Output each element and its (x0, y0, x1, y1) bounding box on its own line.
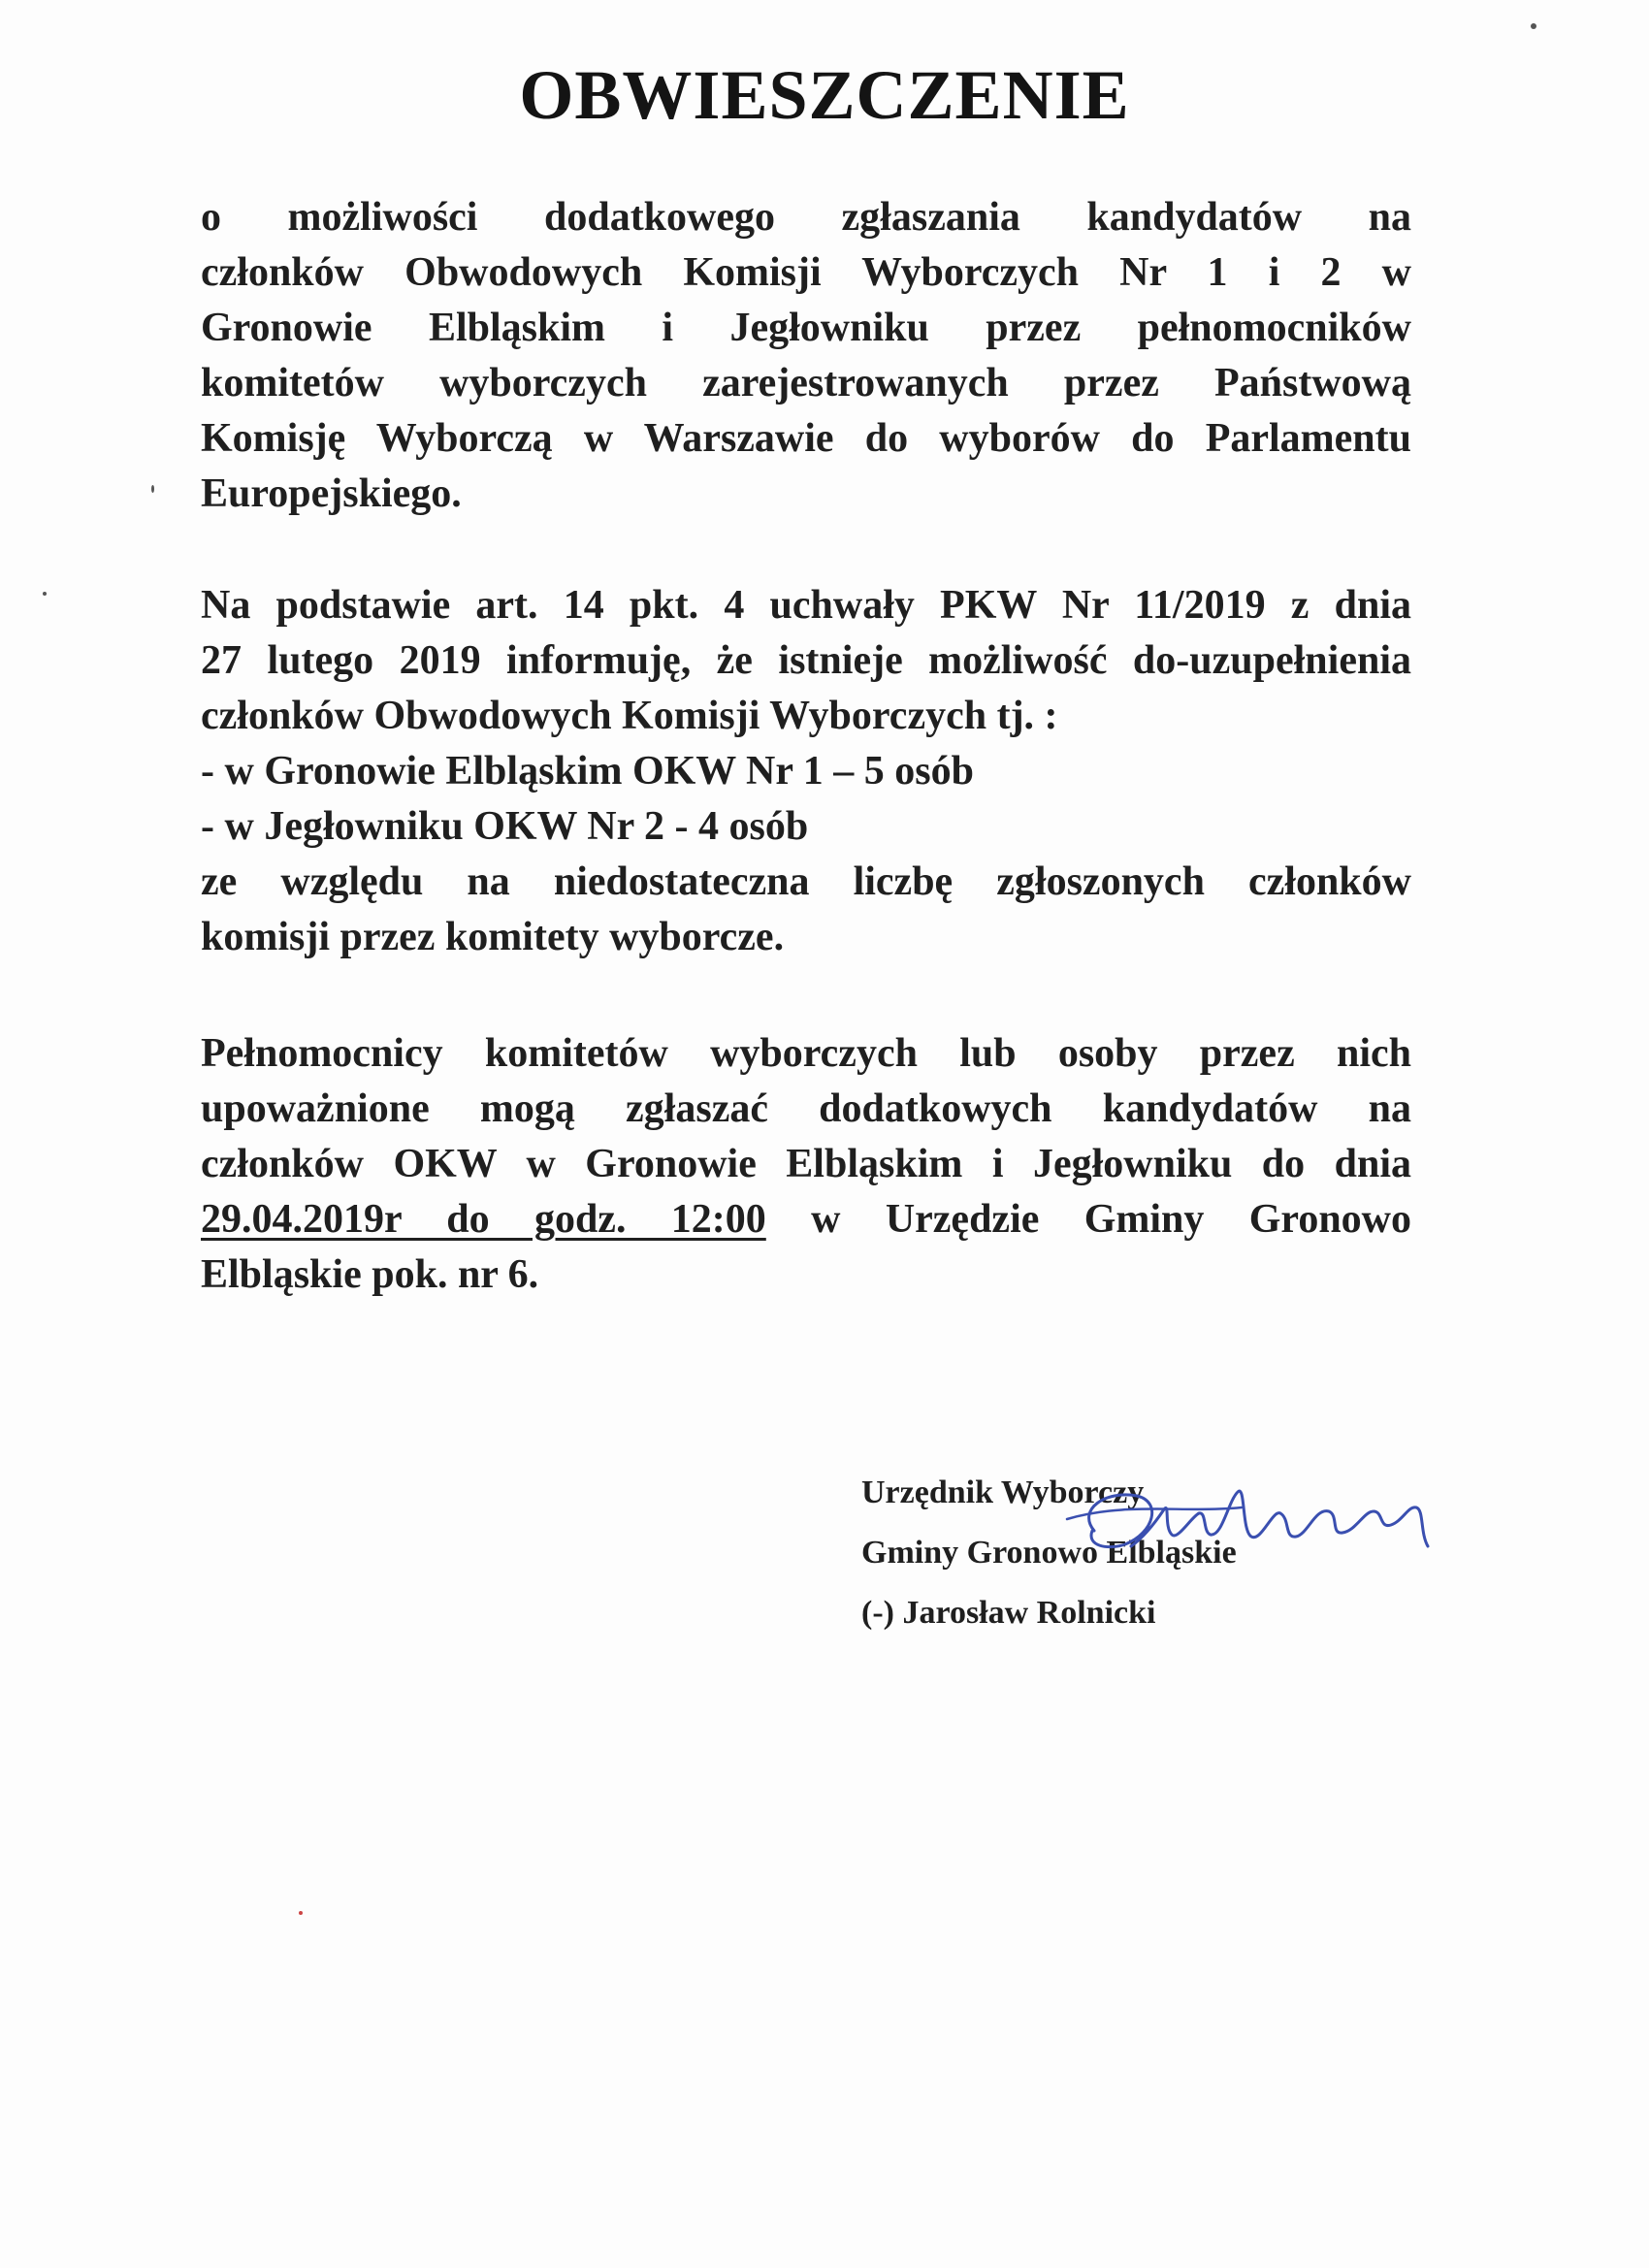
intro-paragraph (201, 190, 1411, 522)
notice-line: upoważnione mogą zgłaszać dodatkowych kandydatów na (201, 1086, 1411, 1131)
deadline-text: 29.04.2019r do godz. 12:00 (201, 1197, 766, 1242)
scan-speck (151, 485, 154, 493)
intro-line: Gronowie Elbląskim i Jegłowniku przez pełnomocników (201, 306, 1411, 350)
signatory-office: Gminy Gronowo Elbląskie (861, 1535, 1237, 1571)
scan-speck (43, 592, 47, 596)
handwritten-signature (1048, 1463, 1455, 1589)
notice-deadline-line (201, 1192, 1411, 1247)
intro-line: Europejskiego. (201, 471, 462, 516)
notice-paragraph (201, 1026, 1411, 1303)
intro-line: członków Obwodowych Komisji Wyborczych Nr 1 i 2 w (201, 250, 1411, 295)
signatory-role: Urzędnik Wyborczy (861, 1474, 1145, 1510)
document-title: OBWIESZCZENIE (519, 56, 1130, 134)
intro-line: o możliwości dodatkowego zgłaszania kandydatów na (201, 195, 1411, 240)
notice-line: członków OKW w Gronowie Elbląskim i Jegłowniku do dnia (201, 1142, 1411, 1186)
notice-location: w Urzędzie Gminy Gronowo (811, 1197, 1412, 1242)
signatory-name: (-) Jarosław Rolnicki (861, 1595, 1156, 1631)
body-paragraph (201, 578, 1411, 965)
body-line: 27 lutego 2019 informuję, że istnieje możliwość do-uzupełnienia (201, 638, 1411, 683)
body-line: ze względu na niedostateczna liczbę zgłoszonych członków (201, 859, 1411, 904)
body-line: Na podstawie art. 14 pkt. 4 uchwały PKW Nr 11/2019 z dnia (201, 583, 1411, 628)
committee-item-jeglownik: - w Jegłowniku OKW Nr 2 - 4 osób (201, 804, 809, 849)
intro-line: Komisję Wyborczą w Warszawie do wyborów do Parlamentu (201, 416, 1411, 461)
committee-item-gronowo: - w Gronowie Elbląskim OKW Nr 1 – 5 osób (201, 749, 974, 794)
body-line: członków Obwodowych Komisji Wyborczych tj. : (201, 694, 1058, 738)
notice-line: Elbląskie pok. nr 6. (201, 1252, 539, 1297)
scan-speck (299, 1911, 303, 1915)
intro-line: komitetów wyborczych zarejestrowanych przez Państwową (201, 361, 1411, 405)
scan-speck (1531, 23, 1536, 29)
body-line: komisji przez komitety wyborcze. (201, 915, 785, 959)
notice-line: Pełnomocnicy komitetów wyborczych lub osoby przez nich (201, 1031, 1411, 1076)
